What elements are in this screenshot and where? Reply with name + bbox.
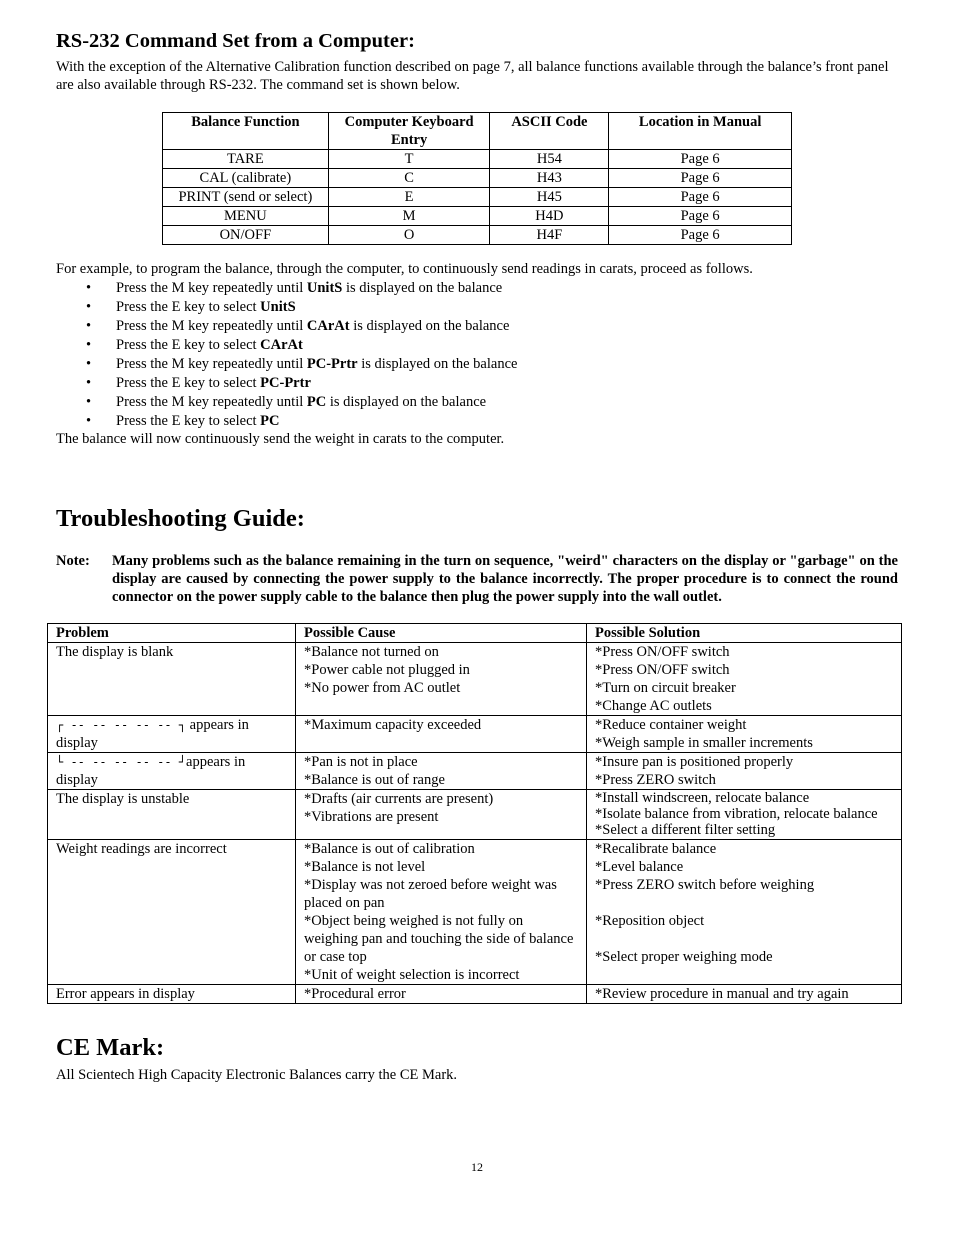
- table-row: [48, 840, 902, 985]
- col-balance-function: Balance Function: [163, 113, 329, 150]
- cell-problem: The display is blank: [48, 643, 296, 716]
- col-ascii-code: ASCII Code: [490, 113, 609, 150]
- troubleshooting-table: [47, 623, 902, 1004]
- cell-solution: *Reduce container weight *Weigh sample in smaller increments: [587, 716, 902, 753]
- cell-key: C: [328, 169, 490, 188]
- col-solution: Possible Solution: [587, 624, 902, 643]
- cell-ascii: H45: [490, 188, 609, 207]
- cell-key: T: [328, 150, 490, 169]
- table-row: [163, 150, 792, 169]
- list-item: • Press the M key repeatedly until PC-Prtr is displayed on the balance: [86, 356, 518, 372]
- overload-symbol: ┌ -- -- -- -- -- ┐: [56, 718, 187, 732]
- cell-key: M: [328, 207, 490, 226]
- bullet-icon: •: [86, 299, 92, 315]
- cell-problem: ┌ -- -- -- -- -- ┐ appears in display: [48, 716, 296, 753]
- cell-function: MENU: [163, 207, 329, 226]
- cell-solution: *Recalibrate balance *Level balance *Press ZERO switch before weighing *Reposition object *Select proper weighing mode: [587, 840, 902, 985]
- cell-solution: *Press ON/OFF switch *Press ON/OFF switch *Turn on circuit breaker *Change AC outlets: [587, 643, 902, 716]
- table-row: [163, 226, 792, 245]
- ce-heading: CE Mark:: [56, 1034, 165, 1061]
- table-row: [163, 207, 792, 226]
- example-text: For example, to program the balance, through the computer, to continuously send readings in carats, proceed as follows.: [56, 261, 753, 277]
- troubleshooting-table-header: [48, 624, 902, 643]
- cell-function: TARE: [163, 150, 329, 169]
- cell-problem: Error appears in display: [48, 985, 296, 1004]
- underload-symbol: └ -- -- -- -- -- ┘: [56, 755, 187, 769]
- command-table-header: [163, 113, 792, 150]
- cell-ascii: H4F: [490, 226, 609, 245]
- col-location: Location in Manual: [609, 113, 792, 150]
- list-item: • Press the E key to select PC-Prtr: [86, 375, 311, 391]
- steps-list: [86, 279, 517, 431]
- cell-solution: *Review procedure in manual and try again: [587, 985, 902, 1004]
- note-label: Note:: [56, 553, 90, 569]
- cell-cause: *Maximum capacity exceeded: [296, 716, 587, 753]
- bullet-icon: •: [86, 356, 92, 372]
- rs232-heading: RS-232 Command Set from a Computer:: [56, 30, 415, 52]
- cell-problem: The display is unstable: [48, 790, 296, 840]
- cell-location: Page 6: [609, 207, 792, 226]
- bullet-icon: •: [86, 394, 92, 410]
- cell-key: O: [328, 226, 490, 245]
- table-row: [48, 753, 902, 790]
- cell-key: E: [328, 188, 490, 207]
- cell-function: CAL (calibrate): [163, 169, 329, 188]
- list-item: • Press the M key repeatedly until UnitS is displayed on the balance: [86, 280, 503, 296]
- cell-cause: *Pan is not in place *Balance is out of range: [296, 753, 587, 790]
- cell-problem: Weight readings are incorrect: [48, 840, 296, 985]
- table-row: [48, 985, 902, 1004]
- bullet-icon: •: [86, 413, 92, 429]
- cell-solution: *Insure pan is positioned properly *Press ZERO switch: [587, 753, 902, 790]
- cell-cause: *Balance not turned on *Power cable not plugged in *No power from AC outlet: [296, 643, 587, 716]
- table-row: [163, 169, 792, 188]
- table-row: [48, 643, 902, 716]
- cell-location: Page 6: [609, 169, 792, 188]
- bullet-icon: •: [86, 280, 92, 296]
- rs232-intro: With the exception of the Alternative Calibration function described on page 7, all balance functions available through the balance’s front panel are also available through RS-232. The command set is shown below.: [56, 59, 889, 93]
- bullet-icon: •: [86, 375, 92, 391]
- after-text: The balance will now continuously send the weight in carats to the computer.: [56, 431, 505, 447]
- table-row: [48, 790, 902, 840]
- troubleshooting-heading: Troubleshooting Guide:: [56, 505, 305, 532]
- cell-location: Page 6: [609, 226, 792, 245]
- list-item: • Press the E key to select UnitS: [86, 299, 296, 315]
- cell-cause: *Balance is out of calibration *Balance is not level *Display was not zeroed before weight was placed on pan *Object being weighed is not fully on weighing pan and touching the side of balance or case top *Unit of weight selection is incorrect: [296, 840, 587, 985]
- cell-cause: *Procedural error: [296, 985, 587, 1004]
- list-item: • Press the E key to select CArAt: [86, 337, 303, 353]
- col-keyboard-entry: Computer Keyboard Entry: [328, 113, 490, 150]
- page-number: 12: [471, 1160, 483, 1174]
- cell-ascii: H54: [490, 150, 609, 169]
- ce-text: All Scientech High Capacity Electronic Balances carry the CE Mark.: [56, 1067, 458, 1083]
- list-item: • Press the E key to select PC: [86, 413, 280, 429]
- list-item: • Press the M key repeatedly until PC is displayed on the balance: [86, 394, 487, 410]
- list-item: • Press the M key repeatedly until CArAt is displayed on the balance: [86, 318, 510, 334]
- col-problem: Problem: [48, 624, 296, 643]
- cell-cause: *Drafts (air currents are present) *Vibrations are present: [296, 790, 587, 840]
- cell-location: Page 6: [609, 150, 792, 169]
- bullet-icon: •: [86, 337, 92, 353]
- col-cause: Possible Cause: [296, 624, 587, 643]
- cell-solution: *Install windscreen, relocate balance *Isolate balance from vibration, relocate balance *Select a different filter setting: [587, 790, 902, 840]
- command-table: [162, 112, 792, 245]
- bullet-icon: •: [86, 318, 92, 334]
- cell-function: ON/OFF: [163, 226, 329, 245]
- table-row: [48, 716, 902, 753]
- cell-function: PRINT (send or select): [163, 188, 329, 207]
- cell-ascii: H43: [490, 169, 609, 188]
- note-text: Many problems such as the balance remaining in the turn on sequence, "weird" characters on the display or "garbage" on the display are caused by connecting the power supply to the balance incorrectly. The proper procedure is to connect the round connector on the power supply cable to the balance then plug the power supply into the wall outlet.: [112, 553, 898, 605]
- cell-ascii: H4D: [490, 207, 609, 226]
- cell-location: Page 6: [609, 188, 792, 207]
- cell-problem: └ -- -- -- -- -- ┘appears in display: [48, 753, 296, 790]
- table-row: [163, 188, 792, 207]
